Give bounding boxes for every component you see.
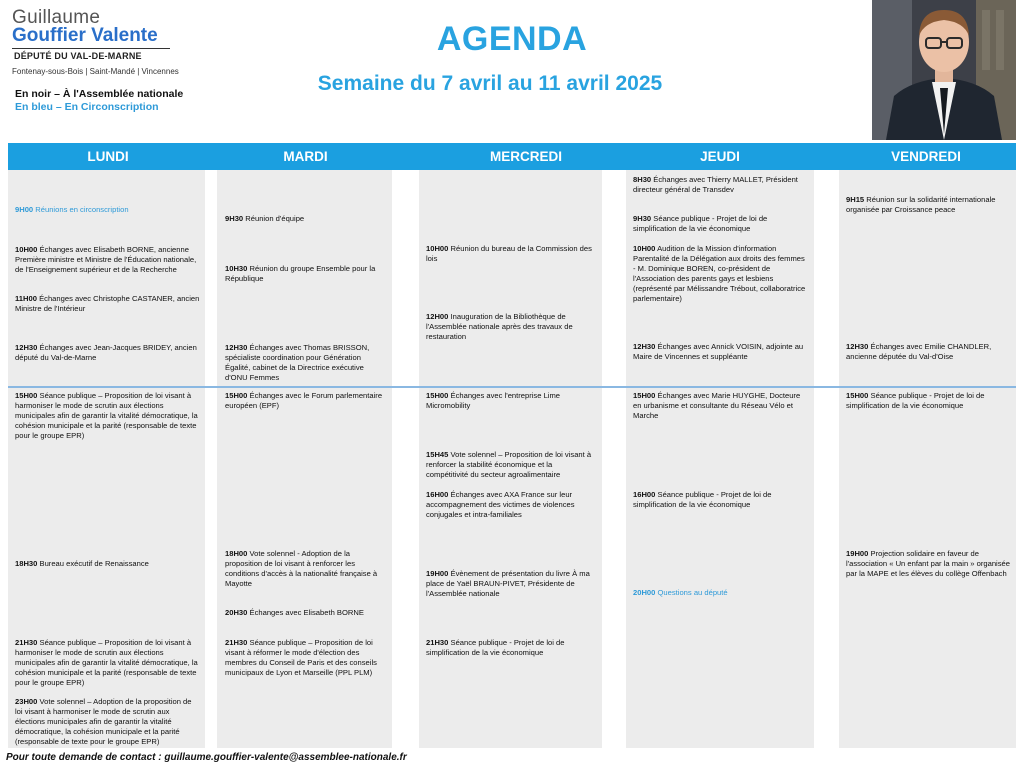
event-jeudi-1: 8H30 Échanges avec Thierry MALLET, Président directeur général de Transdev <box>633 175 798 194</box>
day-header-vendredi: VENDREDI <box>891 149 961 164</box>
day-header-jeudi: JEUDI <box>700 149 740 164</box>
event-mercredi-3: 15H00 Échanges avec l'entreprise Lime Micromobility <box>426 391 561 410</box>
deputy-subtitle: DÉPUTÉ DU VAL-DE-MARNE <box>14 51 142 61</box>
deputy-portrait <box>872 0 1016 140</box>
event-jeudi-2: 9H30 Séance publique - Projet de loi de simplification de la vie économique <box>633 214 768 233</box>
agenda-title: AGENDA <box>436 20 588 58</box>
event-lundi-8: 23H00 Vote solennel – Adoption de la proposition de loi visant à harmoniser le mode de scrutin aux élections municipales afin de garantir la vitalité démocratique, la cohésion municipale et la parité (responsable de texte pour le groupe EPR) <box>15 697 192 746</box>
event-lundi-5: 15H00 Séance publique – Proposition de loi visant à harmoniser le mode de scrutin aux élections municipales afin de garantir la vitalité démocratique, la cohésion municipale et la parité (responsable de texte pour le groupe EPR) <box>15 391 198 440</box>
morning-afternoon-divider <box>8 386 1016 388</box>
event-mercredi-4: 15H45 Vote solennel – Proposition de loi visant à renforcer la stabilité économique et la compétitivité du secteur agroalimentaire <box>426 450 592 479</box>
week-title: Semaine du 7 avril au 11 avril 2025 <box>317 72 663 95</box>
event-jeudi-6: 16H00 Séance publique - Projet de loi de simplification de la vie économique <box>633 490 772 509</box>
deputy-first-name: Guillaume <box>12 7 101 28</box>
event-lundi-6: 18H30 Bureau exécutif de Renaissance <box>15 559 149 568</box>
portrait-illustration <box>872 0 1016 140</box>
event-lundi-3: 11H00 Échanges avec Christophe CASTANER, ancien Ministre de l'Intérieur <box>15 294 200 313</box>
event-vendredi-2: 12H30 Échanges avec Emilie CHANDLER, ancienne députée du Val-d'Oise <box>846 342 992 361</box>
event-mercredi-6: 19H00 Évènement de présentation du livre À ma place de Yaël BRAUN-PIVET, Présidente de l'Assemblée nationale <box>426 569 590 598</box>
event-mardi-5: 18H00 Vote solennel - Adoption de la proposition de loi visant à renforcer les conditions d'accès à la nationalité française à Mayotte <box>225 549 378 588</box>
event-lundi-4: 12H30 Échanges avec Jean-Jacques BRIDEY, ancien député du Val-de-Marne <box>15 343 197 362</box>
legend-constituency: En bleu – En Circonscription <box>15 101 159 113</box>
event-mardi-2: 10H30 Réunion du groupe Ensemble pour la République <box>225 264 376 283</box>
event-jeudi-7: 20H00 Questions au député <box>633 588 728 597</box>
event-mercredi-1: 10H00 Réunion du bureau de la Commission des lois <box>426 244 592 263</box>
day-header-mercredi: MERCREDI <box>489 149 562 164</box>
day-header-lundi: LUNDI <box>87 149 129 164</box>
column-vendredi <box>839 170 1016 748</box>
legend-assembly: En noir – À l'Assemblée nationale <box>15 88 184 100</box>
event-vendredi-4: 19H00 Projection solidaire en faveur de l'association « Un enfant par la main » organisée par la MAPE et les élèves du collège Offenbach <box>846 549 1010 578</box>
event-jeudi-5: 15H00 Échanges avec Marie HUYGHE, Docteure en urbanisme et consultante du Réseau Vélo et Marche <box>633 391 801 420</box>
event-mercredi-5: 16H00 Échanges avec AXA France sur leur accompagnement des victimes de violences conjugales et intra-familiales <box>426 490 575 519</box>
event-lundi-7: 21H30 Séance publique – Proposition de loi visant à harmoniser le mode de scrutin aux élections municipales afin de garantir la vitalité démocratique, la cohésion municipale et la parité (responsable de texte pour le groupe EPR) <box>15 638 198 687</box>
event-jeudi-3: 10H00 Audition de la Mission d'information Parentalité de la Délégation aux droits des femmes - M. Dominique BOREN, co-président de l'Association des parents gays et lesbiens (représenté par Mélissandre Trébout, collaboratrice parlementaire) <box>633 244 806 303</box>
event-mardi-6: 20H30 Échanges avec Elisabeth BORNE <box>225 608 364 617</box>
event-lundi-1: 9H00 Réunions en circonscription <box>15 205 129 214</box>
event-mardi-4: 15H00 Échanges avec le Forum parlementaire européen (EPF) <box>225 391 383 410</box>
event-mercredi-2: 12H00 Inauguration de la Bibliothèque de l'Assemblée nationale après des travaux de restauration <box>426 312 573 341</box>
contact-footer: Pour toute demande de contact : guillaume.gouffier-valente@assemblee-nationale.fr <box>6 752 407 763</box>
event-vendredi-3: 15H00 Séance publique - Projet de loi de simplification de la vie économique <box>846 391 985 410</box>
day-header-mardi: MARDI <box>283 149 328 164</box>
day-header-bar <box>8 143 1016 170</box>
deputy-last-name: Gouffier Valente <box>12 25 158 46</box>
event-vendredi-1: 9H15 Réunion sur la solidarité internationale organisée par Croissance peace <box>846 195 996 214</box>
event-lundi-2: 10H00 Échanges avec Elisabeth BORNE, ancienne Première ministre et Ministre de l'Éducation nationale, de l'Enseignement supérieur et de la Recherche <box>15 245 197 274</box>
event-mardi-1: 9H30 Réunion d'équipe <box>225 214 305 223</box>
event-mercredi-7: 21H30 Séance publique - Projet de loi de simplification de la vie économique <box>426 638 565 657</box>
constituency-towns: Fontenay-sous-Bois | Saint-Mandé | Vincennes <box>12 67 179 76</box>
event-jeudi-4: 12H30 Échanges avec Annick VOISIN, adjointe au Maire de Vincennes et suppléante <box>633 342 804 361</box>
event-mardi-7: 21H30 Séance publique – Proposition de loi visant à réformer le mode d'élection des membres du Conseil de Paris et des conseils municipaux de Lyon et Marseille (PPL PLM) <box>225 638 377 677</box>
event-mardi-3: 12H30 Échanges avec Thomas BRISSON, spécialiste coordination pour Génération Égalité, cabinet de la Directrice exécutive d'ONU Femmes <box>225 343 370 382</box>
